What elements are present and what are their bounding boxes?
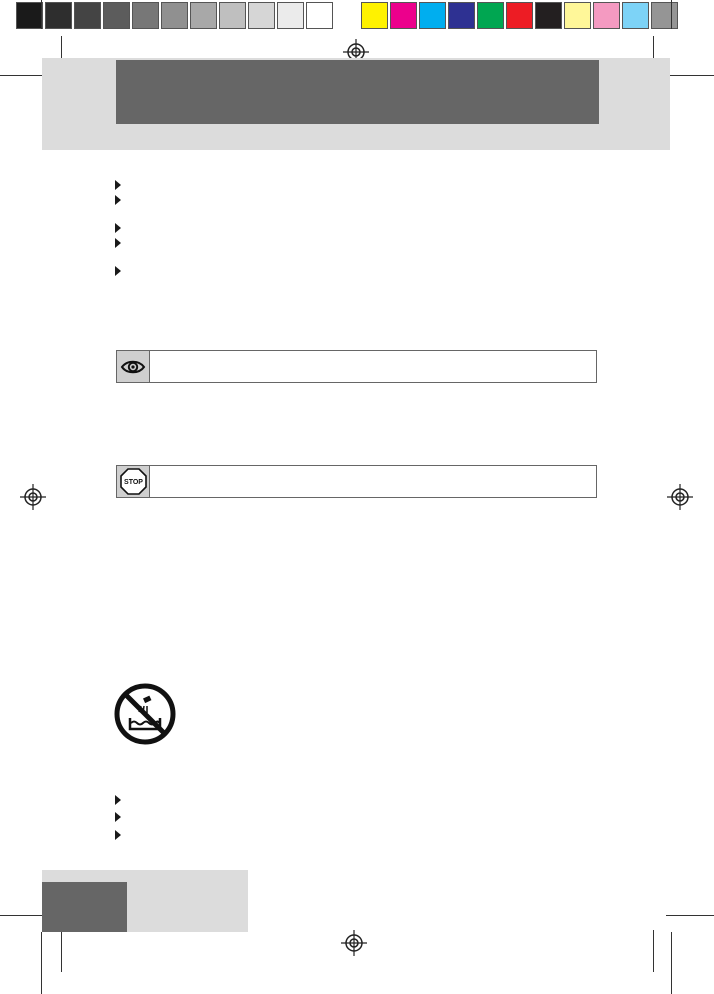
gray-swatch: [306, 2, 333, 29]
list-item: [115, 812, 121, 822]
gray-swatch: [45, 2, 72, 29]
color-swatch: [361, 2, 388, 29]
gray-swatch: [248, 2, 275, 29]
gray-swatch: [132, 2, 159, 29]
gray-swatch: [74, 2, 101, 29]
list-item: [115, 238, 121, 248]
eye-icon: [120, 358, 146, 376]
list-item: [115, 795, 121, 805]
gray-swatch: [190, 2, 217, 29]
page-title-bar: [116, 60, 599, 124]
note-icon-cell: [117, 351, 150, 382]
no-immerse-in-water-icon: [113, 682, 177, 746]
color-swatch: [535, 2, 562, 29]
color-swatch: [564, 2, 591, 29]
registration-mark-left: [20, 484, 46, 510]
gray-swatch: [219, 2, 246, 29]
gray-swatch: [103, 2, 130, 29]
list-item: [115, 195, 121, 205]
color-swatch: [477, 2, 504, 29]
list-item: [115, 266, 121, 276]
list-item: [115, 180, 121, 190]
color-swatch: [419, 2, 446, 29]
registration-mark-right: [667, 484, 693, 510]
color-swatch: [651, 2, 678, 29]
color-swatch: [448, 2, 475, 29]
color-swatch: [593, 2, 620, 29]
warning-box: [116, 465, 597, 498]
gray-swatch: [277, 2, 304, 29]
color-swatch: [390, 2, 417, 29]
list-item: [115, 223, 121, 233]
page-number-tab: [42, 882, 127, 932]
color-swatch: [506, 2, 533, 29]
registration-mark-bottom: [341, 930, 367, 956]
gray-swatch: [161, 2, 188, 29]
color-swatch: [622, 2, 649, 29]
stop-icon: [120, 468, 147, 495]
list-item: [115, 830, 121, 840]
stop-icon-label: STOP: [123, 479, 143, 486]
warning-icon-cell: [117, 466, 150, 497]
gray-swatch: [16, 2, 43, 29]
note-box: [116, 350, 597, 383]
